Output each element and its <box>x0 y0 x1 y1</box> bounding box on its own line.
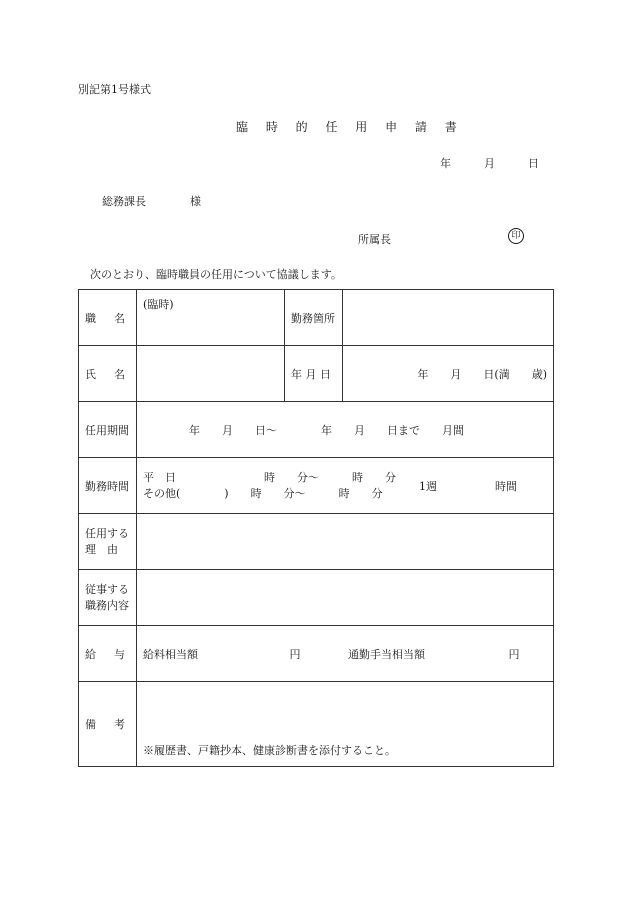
position-input[interactable] <box>137 290 285 346</box>
position-temp-note: (臨時) <box>143 298 174 311</box>
date-day-label: 日 <box>528 157 539 170</box>
workplace-label: 勤務箇所 <box>285 290 343 346</box>
row-duties <box>79 570 554 626</box>
salary-input[interactable] <box>137 626 554 682</box>
name-label-a: 氏 <box>85 367 96 381</box>
addressee <box>102 193 201 209</box>
dob-value: 年 月 日(満 歳) <box>417 367 547 381</box>
hours-weekday: 平 日 時 分～ 時 分 <box>143 470 396 484</box>
intro-text: 次のとおり、臨時職員の任用について協議します。 <box>90 268 342 281</box>
sender-label: 所属長 <box>358 233 391 246</box>
dob-label: 年 月 日 <box>285 346 343 402</box>
hours-weekly-unit: 時間 <box>495 479 517 493</box>
salary-label-b: 与 <box>114 647 125 661</box>
hours-other: その他( ) 時 分～ 時 分 <box>143 486 383 500</box>
commute-amount-unit: 円 <box>508 647 520 661</box>
name-label-b: 名 <box>114 367 125 381</box>
row-position <box>79 290 554 346</box>
remarks-label-b: 考 <box>114 718 125 731</box>
reason-label <box>79 514 137 570</box>
name-input[interactable] <box>137 346 285 402</box>
row-remarks <box>79 682 554 767</box>
addressee-honorific: 様 <box>190 195 201 208</box>
remarks-label-a: 備 <box>85 718 96 731</box>
row-name <box>79 346 554 402</box>
remarks-attachment-note: ※履歴書、戸籍抄本、健康診断書を添付すること。 <box>143 744 396 757</box>
remarks-input[interactable] <box>137 682 554 767</box>
application-form-table <box>78 289 554 767</box>
hours-weekly: 1週 <box>419 479 437 493</box>
salary-label-cell <box>79 626 137 682</box>
row-reason <box>79 514 554 570</box>
duties-label-line1: 従事する <box>85 582 129 596</box>
remarks-label-cell <box>79 682 137 767</box>
reason-label-line1: 任用する <box>85 526 129 540</box>
reason-label-line2: 理 由 <box>85 542 118 556</box>
position-label-b: 名 <box>114 311 125 325</box>
name-label-cell <box>79 346 137 402</box>
row-term <box>79 402 554 458</box>
salary-amount-label: 給料相当額 <box>143 647 198 661</box>
page-title: 臨 時 的 任 用 申 請 書 <box>236 120 464 134</box>
reason-input[interactable] <box>137 514 554 570</box>
row-hours <box>79 458 554 514</box>
hours-input[interactable] <box>137 458 554 514</box>
date-line <box>440 155 539 171</box>
date-month-label: 月 <box>484 157 495 170</box>
commute-amount-label: 通勤手当相当額 <box>348 647 425 661</box>
duties-input[interactable] <box>137 570 554 626</box>
hours-label: 勤務時間 <box>79 458 137 514</box>
row-salary <box>79 626 554 682</box>
workplace-input[interactable] <box>343 290 554 346</box>
term-label: 任用期間 <box>79 402 137 458</box>
salary-amount-unit: 円 <box>289 647 301 661</box>
position-label-a: 職 <box>85 311 96 325</box>
position-label-cell <box>79 290 137 346</box>
date-year-label: 年 <box>440 157 451 170</box>
salary-label-a: 給 <box>85 647 96 661</box>
term-value: 年 月 日～ 年 月 日まで 月間 <box>189 423 464 437</box>
form-number: 別記第1号様式 <box>78 83 151 96</box>
dob-input[interactable] <box>343 346 554 402</box>
seal-icon: 印 <box>508 228 524 244</box>
addressee-title: 総務課長 <box>102 195 146 208</box>
duties-label-line2: 職務内容 <box>85 598 129 612</box>
term-input[interactable] <box>137 402 554 458</box>
duties-label <box>79 570 137 626</box>
